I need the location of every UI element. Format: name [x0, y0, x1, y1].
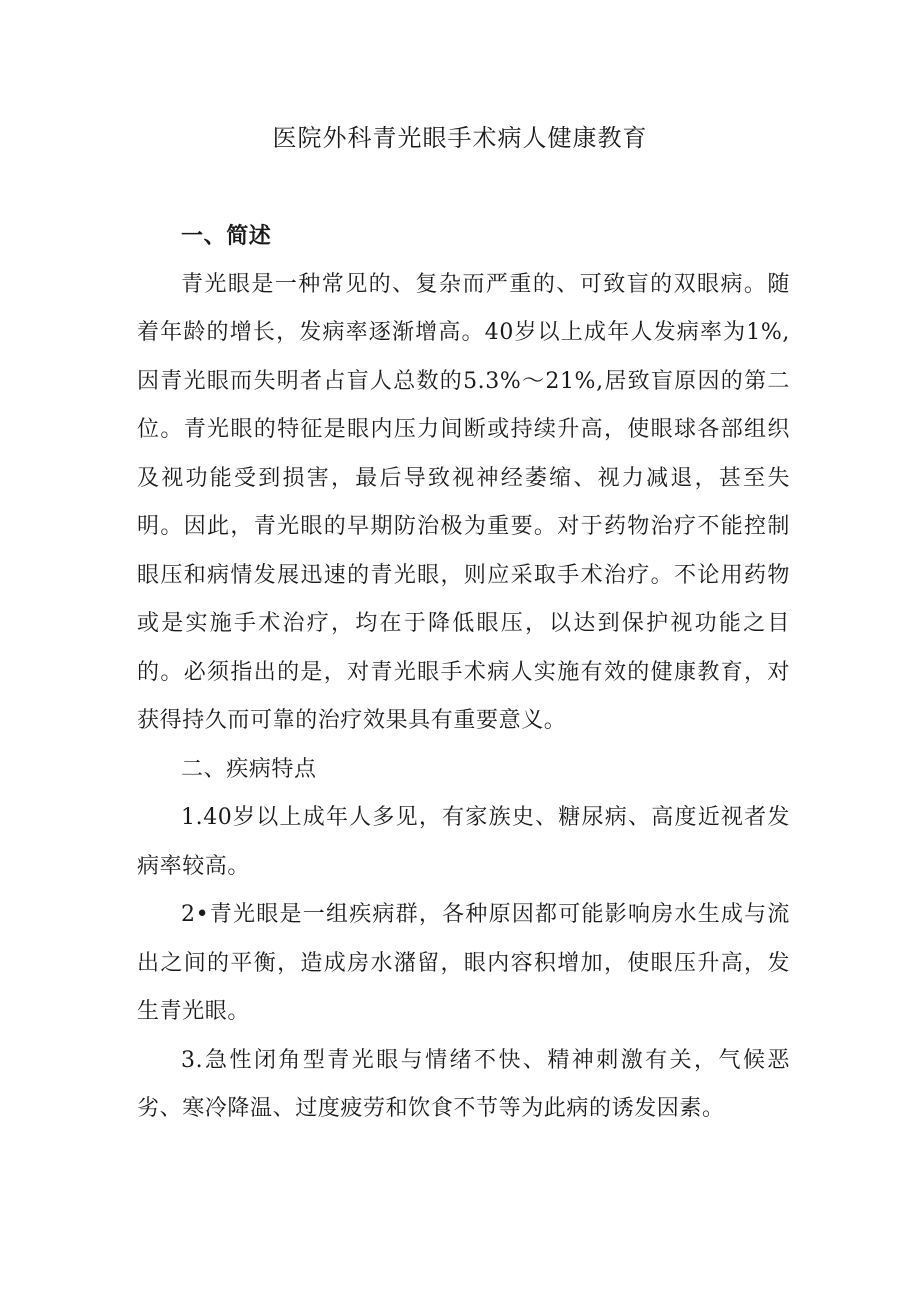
section-heading-characteristics: 二、疾病特点: [181, 756, 317, 782]
paragraph-point-1: 1.40岁以上成年人多见，有家族史、糖尿病、高度近视者发病率较高。: [137, 805, 790, 879]
document-title: 医院外科青光眼手术病人健康教育: [272, 124, 648, 152]
paragraph-intro: 青光眼是一种常见的、复杂而严重的、可致盲的双眼病。随着年龄的增长，发病率逐渐增高。40岁以上成年人发病率为1%,因青光眼而失明者占盲人总数的5.3%～21%,居致盲原因的第二位。青光眼的特征是眼内压力间断或持续升高，使眼球各部组织及视功能受到损害，最后导致视神经萎缩、视力减退，甚至失明。因此，青光眼的早期防治极为重要。对于药物治疗不能控制眼压和病情发展迅速的青光眼，则应采取手术治疗。不论用药物或是实施手术治疗，均在于降低眼压，以达到保护视功能之目的。必须指出的是，对青光眼手术病人实施有效的健康教育，对获得持久而可靠的治疗效果具有重要意义。: [137, 271, 790, 733]
paragraph-point-3: 3.急性闭角型青光眼与情绪不快、精神刺激有关，气候恶劣、寒冷降温、过度疲劳和饮食不节等为此病的诱发因素。: [137, 1047, 790, 1121]
section-heading-overview: 一、简述: [181, 223, 272, 249]
paragraph-point-2: 2•青光眼是一组疾病群，各种原因都可能影响房水生成与流出之间的平衡，造成房水潴留，眼内容积增加，使眼压升高，发生青光眼。: [137, 902, 790, 1024]
document-body: [137, 212, 790, 1134]
